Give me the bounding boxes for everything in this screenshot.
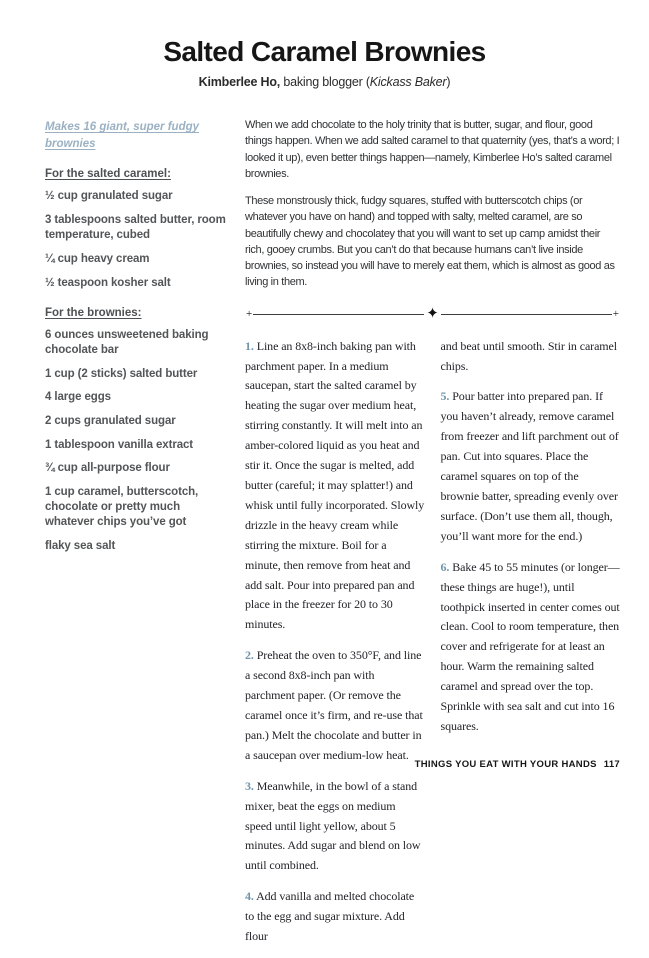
step-text: Pour batter into prepared pan. If you haven’t already, remove caramel from freezer and lift parchment out of pan. Cut into squares. Place the caramel squares on top of the brownie batter, spreading evenly over surface. (Don’t use them all, though, you’ll want more for the end.): [440, 389, 619, 543]
step-number: 1.: [245, 338, 254, 353]
section-divider: [245, 307, 620, 323]
main-layout: [45, 117, 620, 958]
intro-paragraph: These monstrously thick, fudgy squares, stuffed with butterscotch chips (or whatever you have on hand) and topped with salty, melted caramel, are so beautifully chewy and chocolatey that you will want to set up camp amidst their rich, gooey crumbs. But you can’t do that because humans can’t live inside brownies, so instead you will have to merely eat them, which is almost as good as living in them.: [245, 195, 615, 289]
byline-author: Kimberlee Ho,: [198, 75, 281, 89]
ingredient-item: ¾ cup all-purpose flour: [45, 462, 170, 475]
step-text: Meanwhile, in the bowl of a stand mixer, beat the eggs on medium speed until light yellow, about 5 minutes. Add sugar and blend on low until combined.: [245, 778, 421, 873]
step-text: Add vanilla and melted chocolate to the egg and sugar mixture. Add flour: [245, 889, 415, 944]
step-number: 2.: [245, 648, 254, 663]
page-title: Salted Caramel Brownies: [163, 36, 486, 67]
step-text: and beat until smooth. Stir in caramel chips.: [440, 338, 617, 373]
byline-blog-name: Kickass Baker: [369, 75, 447, 89]
divider-cross-left-icon: +: [246, 308, 253, 321]
step-number: 5.: [440, 389, 450, 404]
ingredient-item: ¼ cup heavy cream: [45, 252, 150, 265]
footer-section-title: THINGS YOU EAT WITH YOUR HANDS: [414, 759, 597, 770]
instruction-step-6: [441, 558, 621, 737]
ingredients-heading-caramel: For the salted caramel:: [45, 168, 171, 181]
yield-note: Makes 16 giant, super fudgy brownies: [45, 121, 200, 150]
step-text: Preheat the oven to 350°F, and line a second 8x8-inch pan with parchment paper. (Or remove the caramel once it’s firm, and re-use that pan.) Melt the chocolate and butter in a saucepan over medium-low heat.: [245, 648, 423, 762]
ingredient-item: 3 tablespoons salted butter, room temperature, cubed: [45, 214, 226, 242]
ingredient-item: flaky sea salt: [45, 539, 116, 552]
step-number: 6.: [440, 559, 450, 574]
step-text: Line an 8x8-inch baking pan with parchment paper. In a medium saucepan, start the salted caramel by heating the sugar over medium heat, stirring constantly. It will melt into an amber-colored liquid as you heat and stir it. Once the sugar is melted, add butter (careful; it may splatter!) and whisk until fully incorporated. Slowly drizzle in the heavy cream while stirring the mixture. Boil for a minute, then remove from heat and add salt. Pour into prepared pan and place in the freezer for 20 to 30 minutes.: [245, 338, 425, 632]
instruction-step-1: [245, 337, 425, 636]
ingredient-item: 4 large eggs: [45, 391, 111, 404]
divider-star-icon: ✦: [426, 306, 439, 323]
recipe-content: [245, 117, 620, 958]
ingredient-item: 1 cup caramel, butterscotch, chocolate or pretty much whatever chips you’ve got: [45, 485, 199, 529]
page-footer: [415, 759, 620, 770]
ingredient-item: ½ cup granulated sugar: [45, 190, 173, 203]
instruction-step-4-continued: [441, 337, 621, 377]
byline: [0, 75, 649, 89]
instruction-step-5: [441, 387, 621, 546]
instructions-right-column: [441, 337, 621, 958]
step-number: 4.: [245, 889, 254, 904]
ingredient-item: 6 ounces unsweetened baking chocolate bar: [45, 328, 209, 356]
divider-rule: [441, 314, 612, 315]
intro-paragraph: When we add chocolate to the holy trinity that is butter, sugar, and flour, good things happen. When we add salted caramel to that quaternity (yes, that’s a word; I looked it up), even better things happen—namely, Kimberlee Ho’s salted caramel brownies.: [245, 119, 620, 180]
ingredient-item: ½ teaspoon kosher salt: [45, 276, 171, 289]
ingredients-heading-brownies: For the brownies:: [45, 306, 142, 319]
step-number: 3.: [245, 778, 254, 793]
step-text: Bake 45 to 55 minutes (or longer—these things are huge!), until toothpick inserted in center comes out clean. Cool to room temperature, then cover and refrigerate for at least an hour. Warm the remaining salted caramel and spread over the top. Sprinkle with sea salt and cut into 16 squares.: [440, 559, 620, 733]
ingredient-item: 1 tablespoon vanilla extract: [45, 438, 194, 451]
ingredient-item: 1 cup (2 sticks) salted butter: [45, 367, 198, 380]
ingredient-item: 2 cups granulated sugar: [45, 414, 176, 427]
byline-role: baking blogger (: [280, 75, 370, 89]
page-header: [0, 0, 649, 89]
byline-close-paren: ): [446, 75, 451, 89]
footer-page-number: 117: [603, 759, 620, 770]
divider-rule: [253, 314, 424, 315]
instruction-columns: [245, 337, 620, 958]
instruction-step-2: [245, 646, 425, 765]
instructions-left-column: [245, 337, 425, 958]
instruction-step-3: [245, 777, 425, 877]
ingredients-sidebar: [45, 117, 231, 958]
divider-cross-right-icon: +: [612, 308, 620, 321]
instruction-step-4: [245, 887, 425, 947]
